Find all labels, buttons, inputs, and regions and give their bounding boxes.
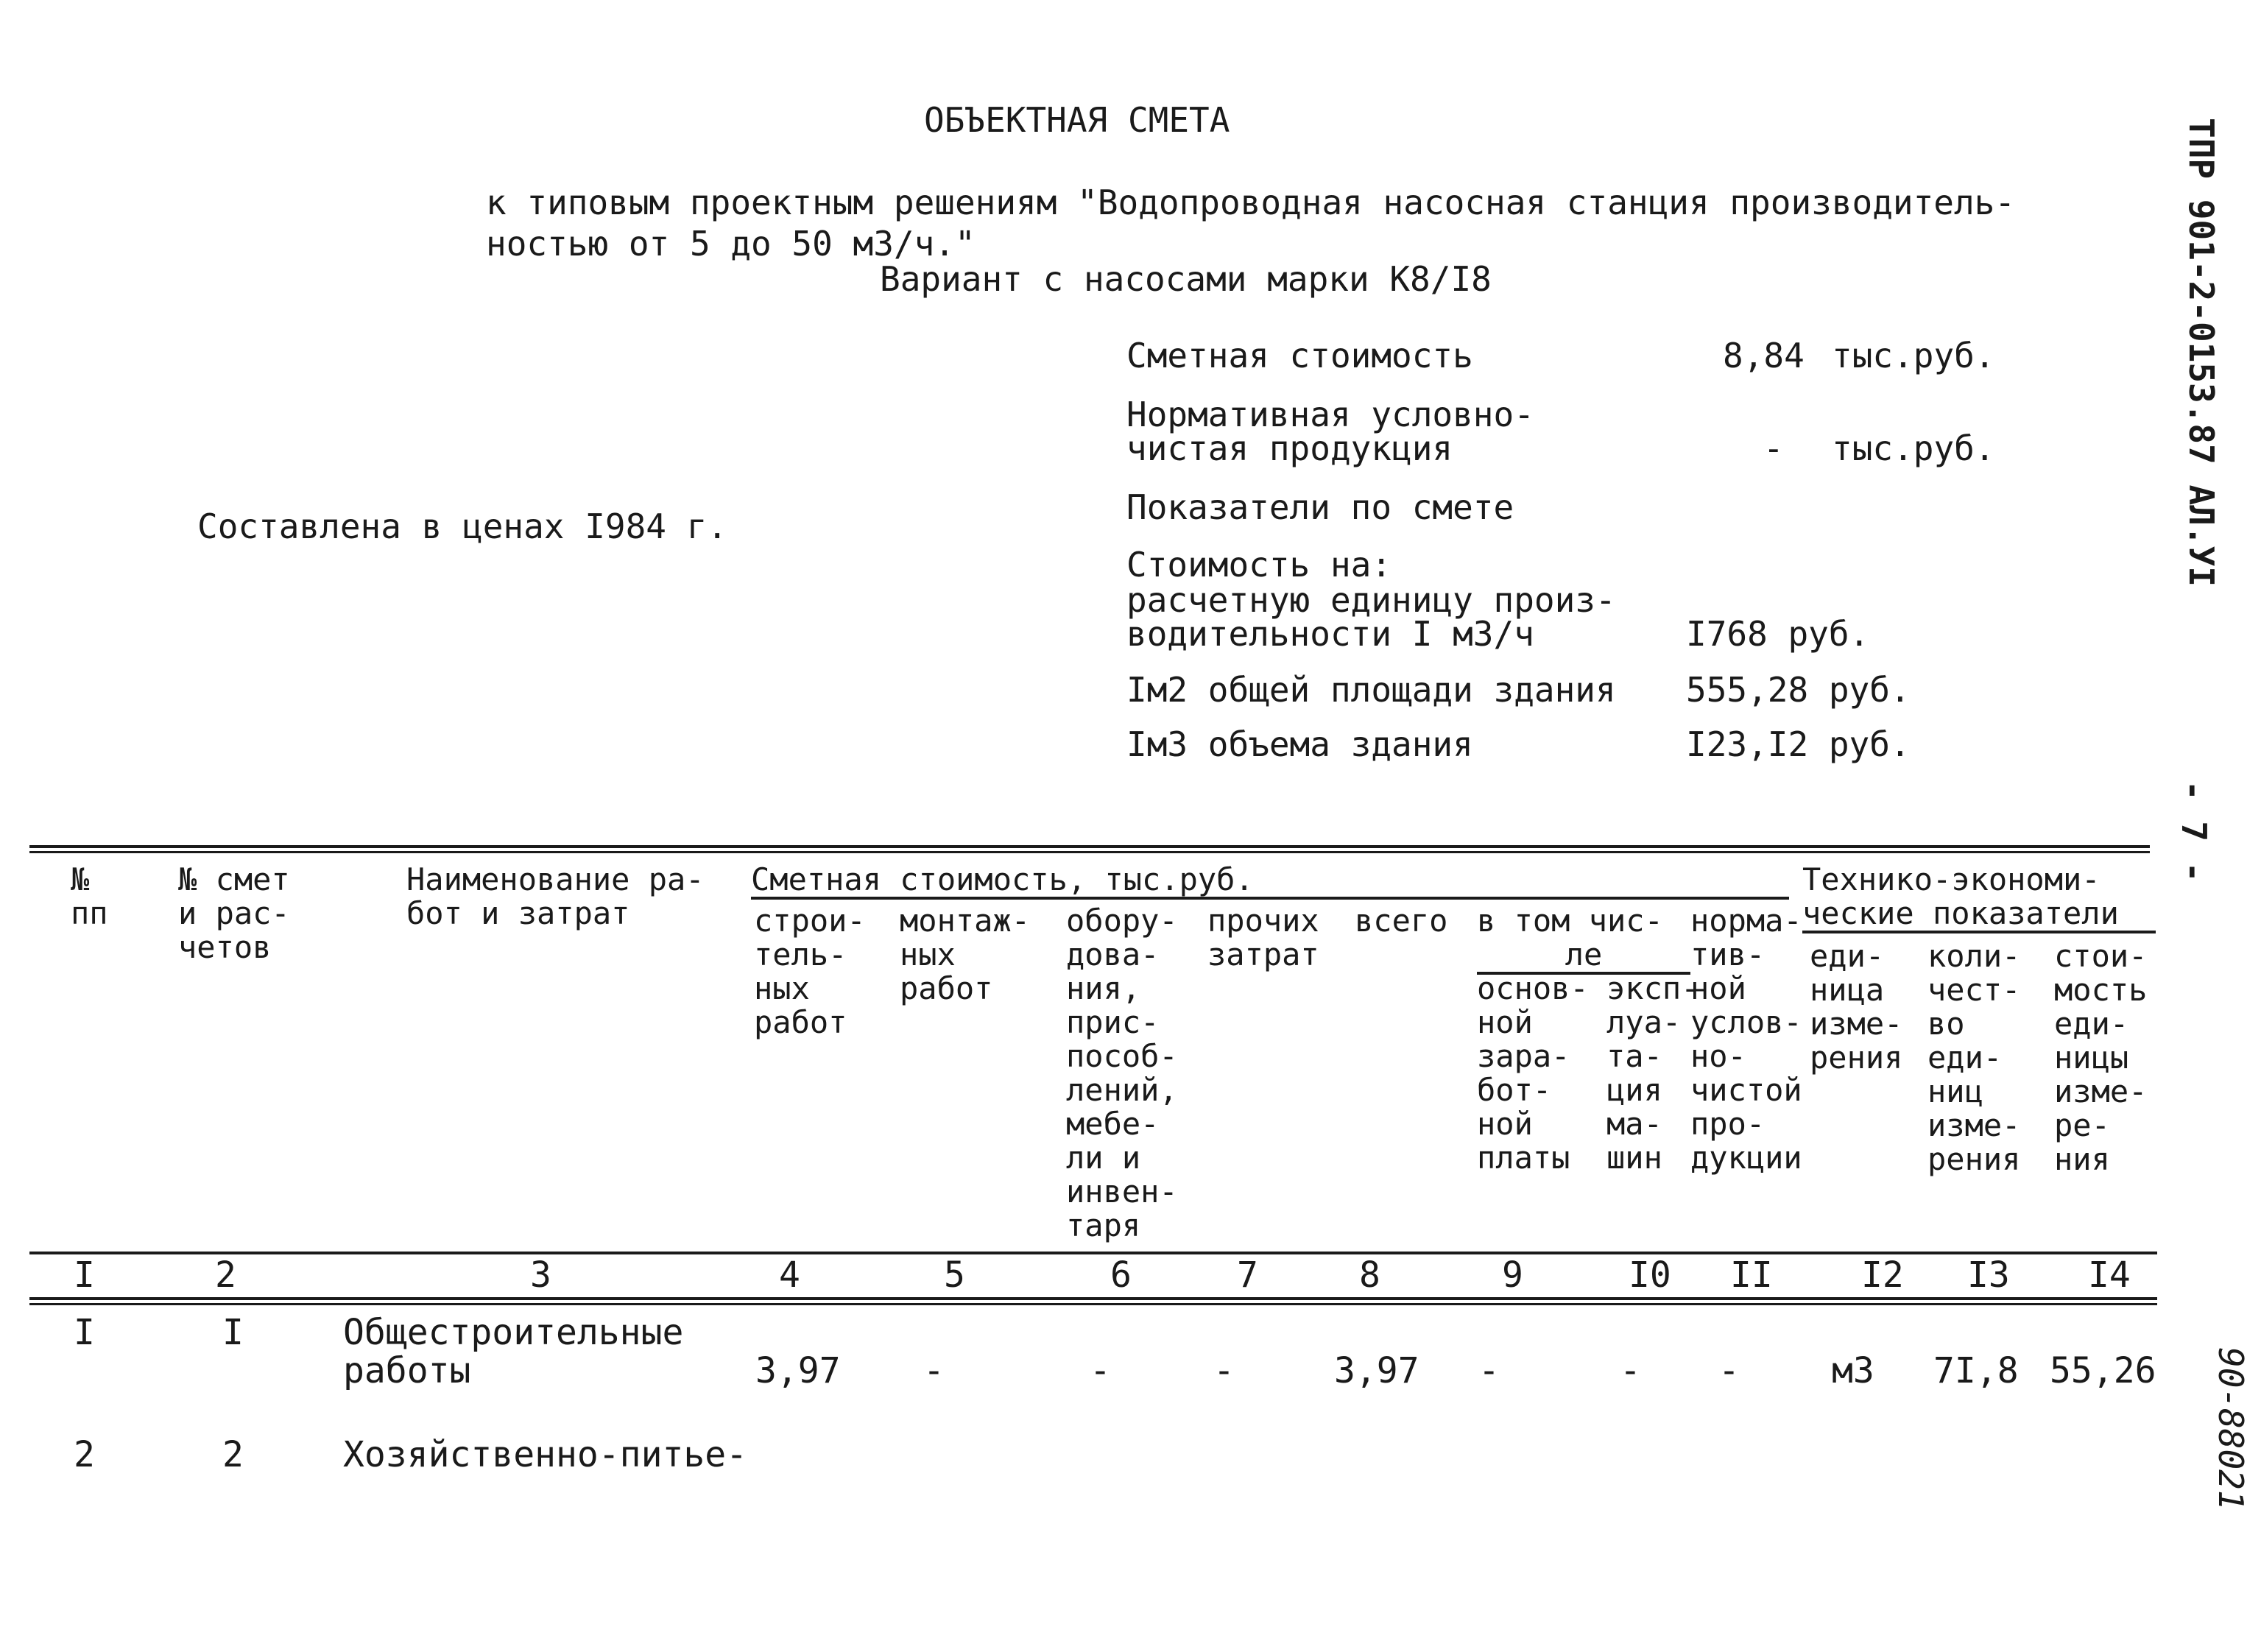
volume-label: Iм3 объема здания bbox=[1126, 724, 1473, 764]
column-number-12: I2 bbox=[1861, 1254, 1904, 1296]
column-number-6: 6 bbox=[1110, 1254, 1132, 1296]
column-number-9: 9 bbox=[1502, 1254, 1523, 1296]
area-value: 555,28 руб. bbox=[1686, 670, 1911, 710]
row-1-name: Общестроительные bbox=[343, 1312, 684, 1353]
prices-note: Составлена в ценах I984 г. bbox=[197, 506, 728, 546]
table-top-rule-1 bbox=[29, 845, 2150, 848]
column-number-11: II bbox=[1730, 1254, 1773, 1296]
column-number-4: 4 bbox=[779, 1254, 800, 1296]
header-total: всего bbox=[1355, 903, 1448, 939]
variant-line: Вариант с насосами марки К8/I8 bbox=[880, 259, 1492, 299]
header-equipment: обору- дова- ния, прис- пособ- лений, мебе- ли и инвен- таря bbox=[1066, 903, 1178, 1243]
row-1-quantity: 7I,8 bbox=[1933, 1350, 2019, 1391]
header-including: в том чис- bbox=[1477, 903, 1663, 939]
column-numbers-top-rule bbox=[29, 1252, 2157, 1254]
indicators-label: Показатели по смете bbox=[1126, 487, 1514, 527]
cost-value: 8,84 bbox=[1723, 336, 1805, 375]
row-1-installation: - bbox=[923, 1350, 945, 1391]
row-1-num: I bbox=[74, 1312, 95, 1353]
table-top-rule-2 bbox=[29, 851, 2150, 853]
header-construction: строи- тель- ных работ bbox=[754, 903, 866, 1040]
row-1-construction: 3,97 bbox=[755, 1350, 841, 1391]
row-1-machines: - bbox=[1620, 1350, 1641, 1391]
header-machines: эксп- луа- та- ция ма- шин bbox=[1606, 970, 1700, 1176]
header-other: прочих затрат bbox=[1207, 903, 1319, 973]
header-unit: еди- ница изме- рения bbox=[1810, 938, 1903, 1076]
norm-label-line-2: чистая продукция bbox=[1126, 428, 1453, 468]
volume-value: I23,I2 руб. bbox=[1686, 724, 1911, 764]
header-estimate-line-2: и рас- bbox=[178, 895, 290, 931]
column-number-5: 5 bbox=[944, 1254, 965, 1296]
row-1-name-line-2: работы bbox=[343, 1350, 471, 1391]
column-number-3: 3 bbox=[530, 1254, 551, 1296]
column-number-14: I4 bbox=[2088, 1254, 2131, 1296]
norm-value: - bbox=[1763, 428, 1784, 468]
column-number-13: I3 bbox=[1967, 1254, 2010, 1296]
header-num-line-2: пп bbox=[71, 895, 108, 931]
norm-label-line-1: Нормативная условно- bbox=[1126, 395, 1534, 434]
header-tech-group-line-2: ческие показатели bbox=[1802, 897, 2156, 933]
header-wages: основ- ной зара- бот- ной платы bbox=[1477, 970, 1589, 1176]
side-document-code: ТПР 901-2-0153.87 АЛ.УI bbox=[2181, 118, 2221, 587]
cost-per-value: I768 руб. bbox=[1686, 614, 1870, 654]
column-numbers-bottom-rule-1 bbox=[29, 1297, 2157, 1300]
row-1-equipment: - bbox=[1090, 1350, 1111, 1391]
cost-per-label-line-1: Стоимость на: bbox=[1126, 545, 1392, 585]
header-estimate: № смет bbox=[178, 861, 290, 897]
row-1-estimate: I bbox=[222, 1312, 244, 1353]
header-name: Наименование ра- bbox=[406, 861, 705, 897]
subtitle-line-2: ностью от 5 до 50 м3/ч." bbox=[486, 224, 976, 264]
header-quantity: коли- чест- во еди- ниц изме- рения bbox=[1927, 938, 2021, 1177]
column-number-7: 7 bbox=[1237, 1254, 1258, 1296]
header-num: № bbox=[71, 861, 90, 897]
header-estimate-line-3: четов bbox=[178, 929, 272, 965]
page-number: - 7 - bbox=[2174, 780, 2214, 883]
cost-per-label-line-3: водительности I м3/ч bbox=[1126, 614, 1534, 654]
header-name-line-2: бот и затрат bbox=[406, 895, 630, 931]
document-title: ОБЪЕКТНАЯ СМЕТА bbox=[924, 100, 1230, 140]
row-1-normative: - bbox=[1718, 1350, 1740, 1391]
row-1-unit-cost: 55,26 bbox=[2050, 1350, 2156, 1391]
header-normative: норма- тив- ной услов- но- чистой про- дукции bbox=[1690, 903, 1802, 1176]
row-1-unit: м3 bbox=[1832, 1350, 1874, 1391]
row-1-wages: - bbox=[1478, 1350, 1500, 1391]
header-unit-cost: стои- мость еди- ницы изме- ре- ния bbox=[2054, 938, 2148, 1177]
subtitle-line-1: к типовым проектным решениям "Водопроводная насосная станция производитель- bbox=[486, 183, 2016, 222]
column-number-1: I bbox=[74, 1254, 95, 1296]
row-1-total: 3,97 bbox=[1334, 1350, 1419, 1391]
header-cost-group: Сметная стоимость, тыс.руб. bbox=[751, 863, 1789, 900]
area-label: Iм2 общей площади здания bbox=[1126, 670, 1616, 710]
archive-stamp: 90-88021 bbox=[2211, 1347, 2251, 1511]
row-2-num: 2 bbox=[74, 1434, 95, 1475]
column-number-10: I0 bbox=[1629, 1254, 1671, 1296]
header-including-line-2: ле bbox=[1477, 938, 1690, 975]
column-number-8: 8 bbox=[1359, 1254, 1380, 1296]
cost-unit: тыс.руб. bbox=[1832, 336, 1995, 375]
column-number-2: 2 bbox=[215, 1254, 236, 1296]
row-1-other: - bbox=[1213, 1350, 1235, 1391]
row-2-name: Хозяйственно-питье- bbox=[343, 1434, 748, 1475]
cost-per-label-line-2: расчетную единицу произ- bbox=[1126, 580, 1616, 620]
column-numbers-bottom-rule-2 bbox=[29, 1303, 2157, 1305]
row-2-estimate: 2 bbox=[222, 1434, 244, 1475]
cost-label: Сметная стоимость bbox=[1126, 336, 1473, 375]
header-tech-group: Технико-экономи- bbox=[1802, 861, 2100, 897]
header-installation: монтаж- ных работ bbox=[900, 903, 1031, 1006]
norm-unit: тыс.руб. bbox=[1832, 428, 1995, 468]
